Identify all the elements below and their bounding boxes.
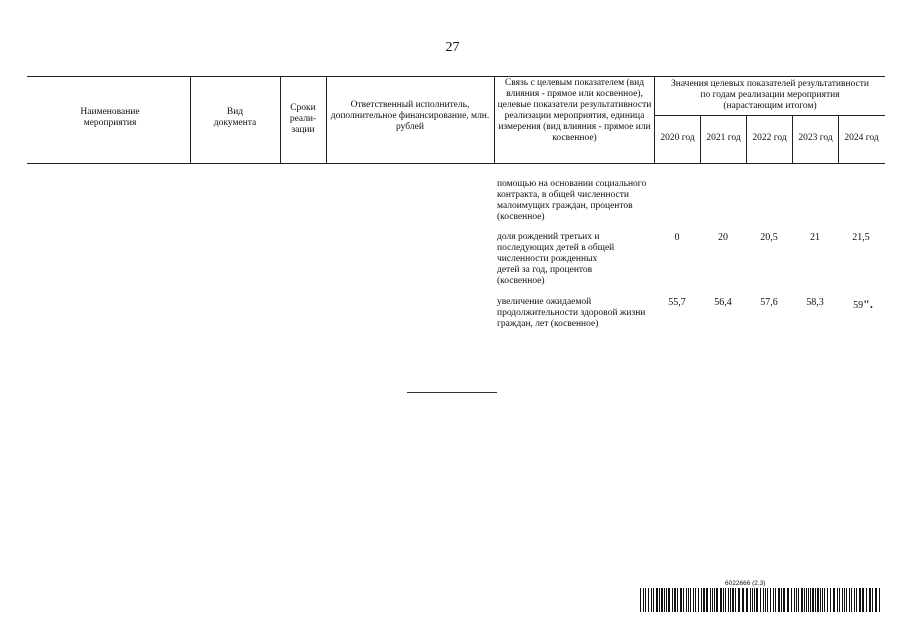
header-doc-type: Вид документа [213, 107, 257, 128]
header-year: 2024 год [844, 133, 879, 143]
header-executor: Ответственный исполнитель, дополнительное финансирование, млн. рублей [330, 100, 490, 132]
header-link: Связь с целевым показателем (вид влияния - прямое или косвенное), целевые показатели результативности реализации мероприятия, единица измерения (вид влияния - прямое или косвенное) [497, 78, 652, 143]
column-divider [326, 76, 327, 163]
closing-quote-mark: ". [863, 297, 873, 311]
header-values-group: Значения целевых показателей результативности по годам реализации мероприятия (нарастающим итогом) [670, 79, 870, 111]
year-header-divider [654, 115, 885, 116]
footnote-rule [407, 392, 497, 393]
indicator-text: доля рождений третьих и последующих детей в общей численности рожденных детей за год, процентов (косвенное) [497, 232, 615, 286]
header-year: 2021 год [706, 133, 741, 143]
value-2020: 55,7 [668, 297, 686, 308]
barcode-image [640, 588, 882, 612]
column-divider [280, 76, 281, 163]
header-year: 2023 год [798, 133, 833, 143]
header-terms: Сроки реали-зации [289, 103, 317, 135]
value-2022: 20,5 [760, 232, 778, 243]
value-2024: 59 [853, 300, 864, 311]
header-year: 2022 год [752, 133, 787, 143]
value-2022: 57,6 [760, 297, 778, 308]
indicator-text: увеличение ожидаемой продолжительности здоровой жизни граждан, лет (косвенное) [497, 297, 646, 329]
column-divider [654, 76, 655, 163]
value-2024: 21,5 [852, 232, 870, 243]
header-name: Наименование мероприятия [80, 107, 140, 128]
value-2021: 20 [718, 232, 728, 243]
header-year: 2020 год [660, 133, 695, 143]
barcode-caption: 6022666 (2.3) [725, 580, 766, 587]
value-2021: 56,4 [714, 297, 732, 308]
value-2024-cell [838, 297, 888, 312]
value-2023: 21 [810, 232, 820, 243]
value-2020: 0 [674, 232, 680, 243]
page-number: 27 [445, 40, 460, 55]
value-2023: 58,3 [806, 297, 824, 308]
header-bottom-border [27, 163, 885, 164]
table-top-border [27, 76, 885, 77]
column-divider [494, 76, 495, 163]
column-divider [190, 76, 191, 163]
indicator-text: помощью на основании социального контракта, в общей численности малоимущих граждан, процентов (косвенное) [497, 179, 647, 222]
